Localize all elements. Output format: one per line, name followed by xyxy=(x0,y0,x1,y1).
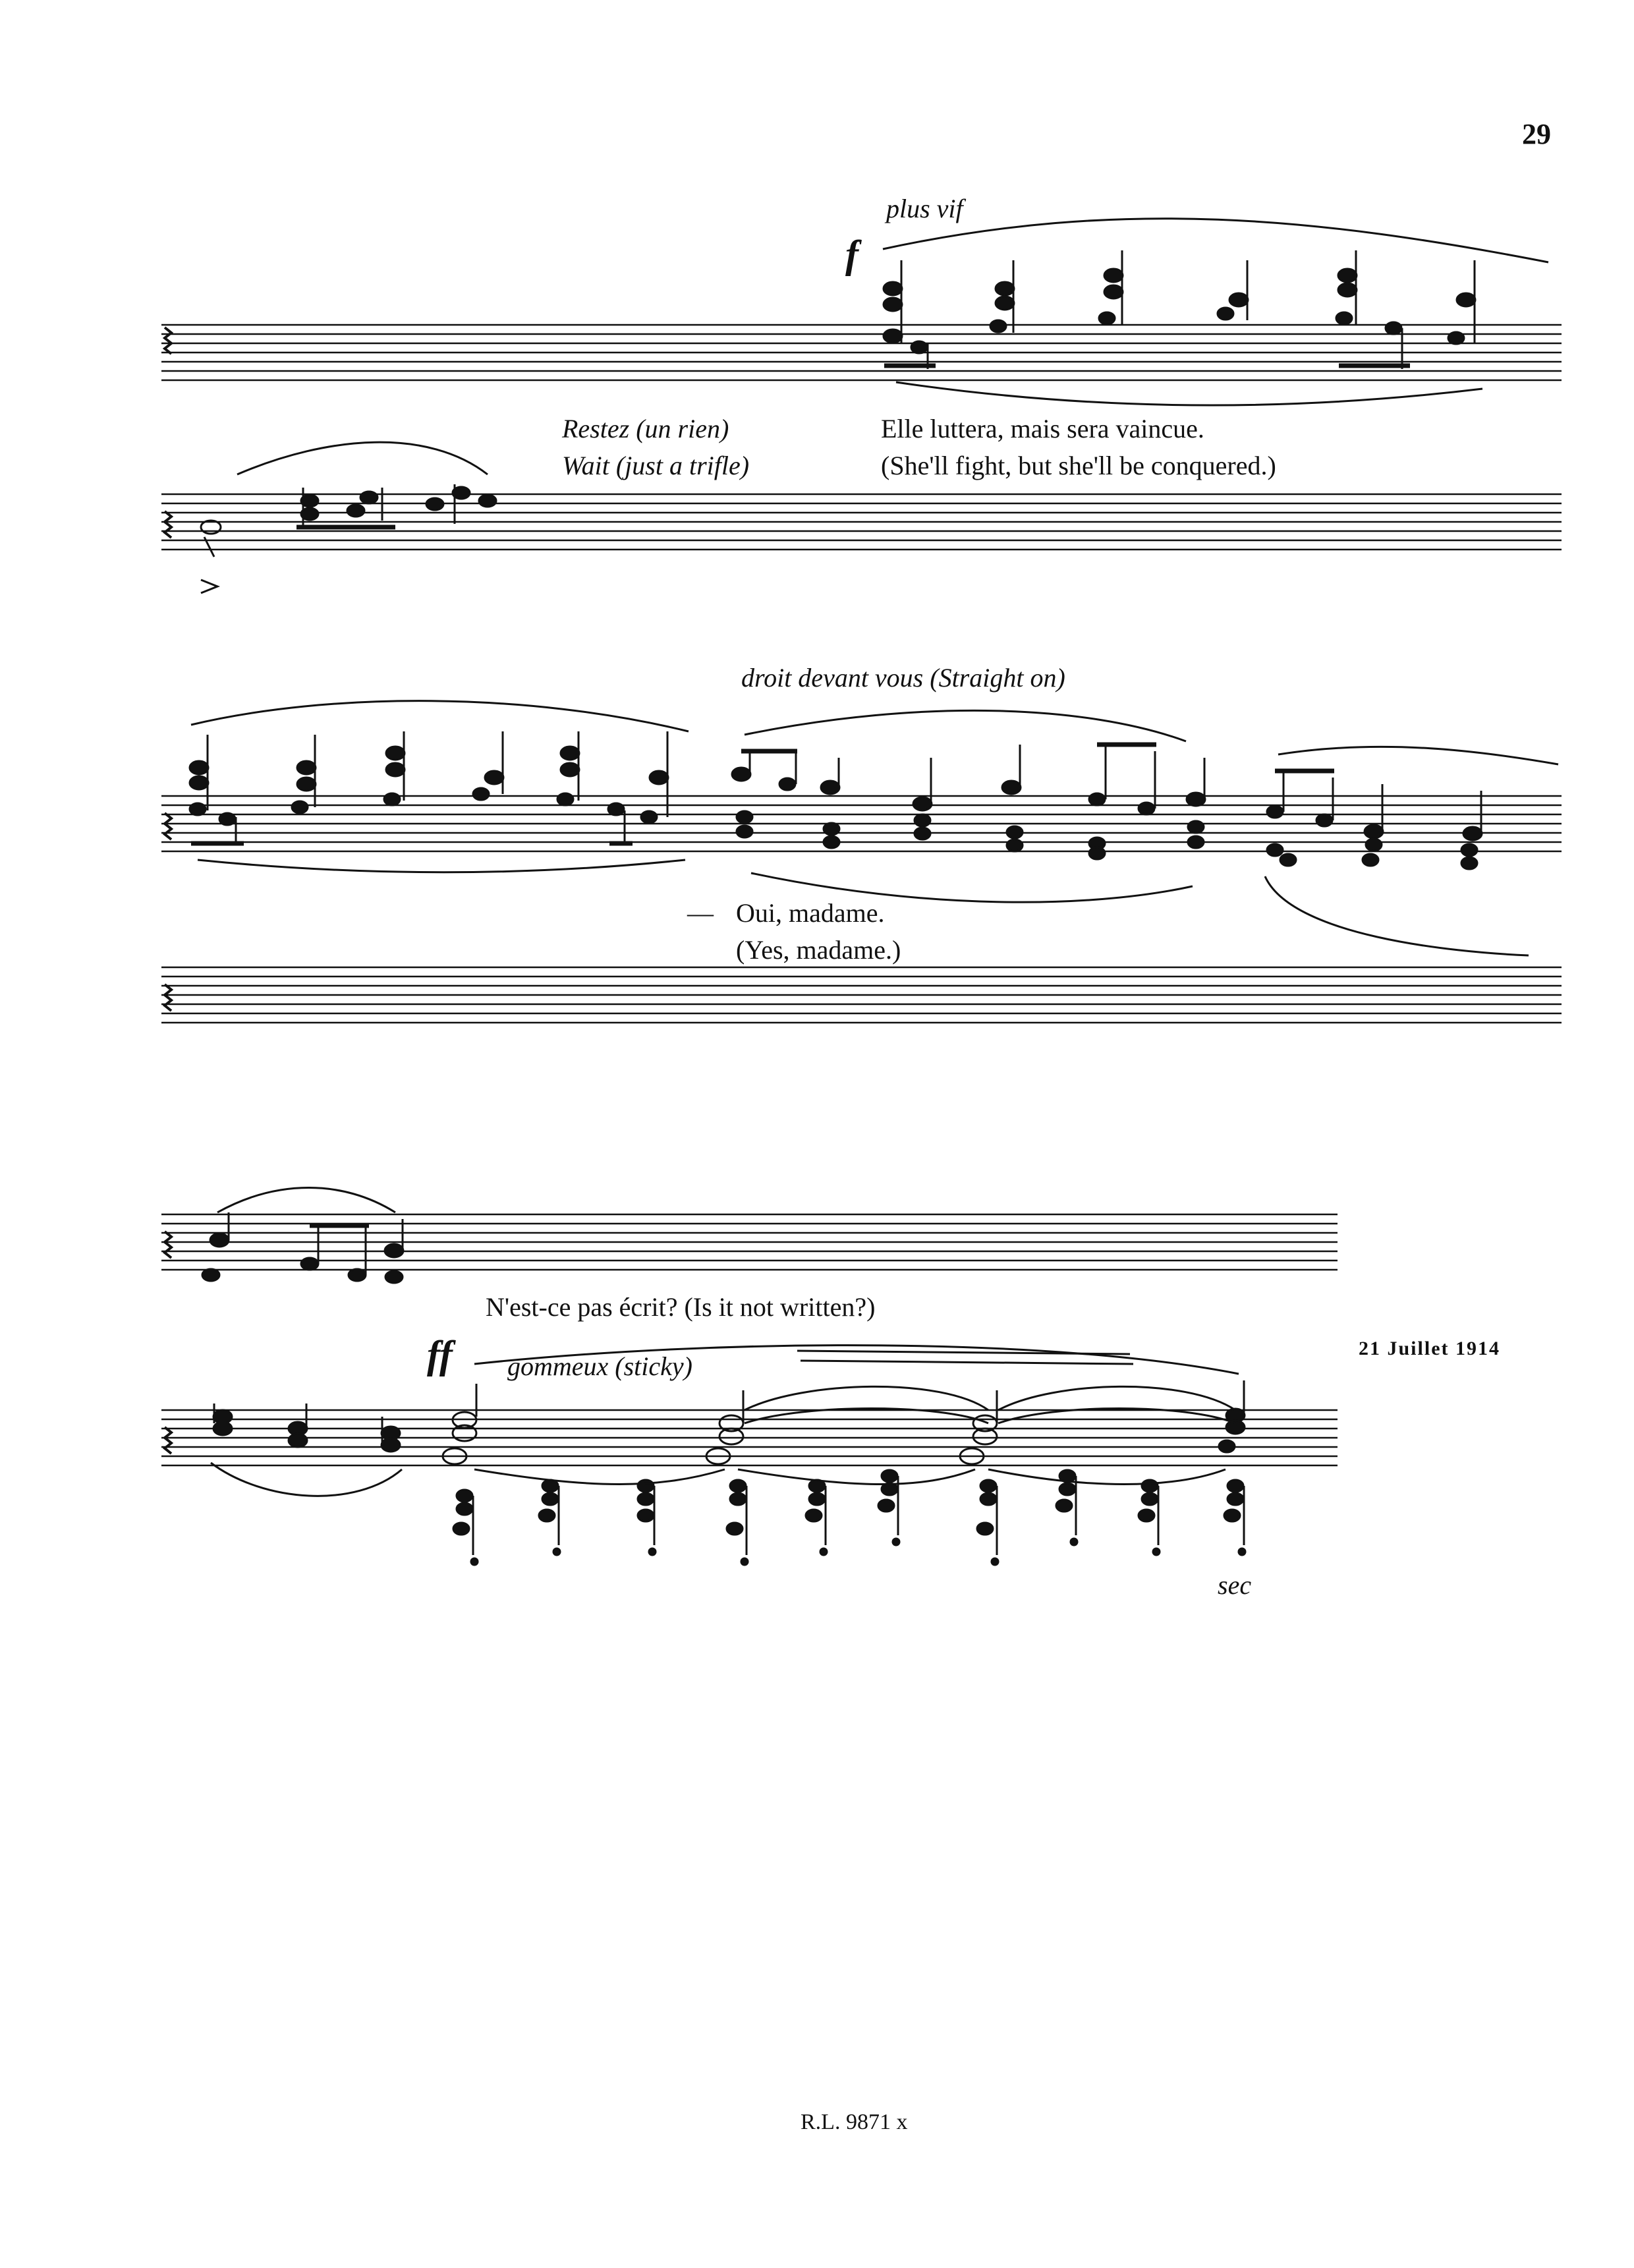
articulation-sec: sec xyxy=(1218,1570,1252,1600)
chord-group-s1 xyxy=(884,269,1475,353)
dynamic-fortissimo: ff xyxy=(427,1333,453,1376)
lyric-dash: — xyxy=(687,898,714,928)
lyric-elle-luttera: Elle luttera, mais sera vaincue. xyxy=(881,414,1204,443)
direction-restez: Restez (un rien) xyxy=(562,414,729,443)
catalog-footer: R.L. 9871 x xyxy=(801,2110,908,2134)
clef-marks xyxy=(165,327,171,1454)
direction-droit-devant: droit devant vous (Straight on) xyxy=(741,663,1065,693)
direction-wait: Wait (just a trifle) xyxy=(562,451,750,480)
dynamic-forte: f xyxy=(845,233,859,276)
lyric-yes-madame: (Yes, madame.) xyxy=(736,935,901,965)
tempo-marking: plus vif xyxy=(886,194,963,223)
page-number: 29 xyxy=(1522,118,1551,150)
composition-date: 21 Juillet 1914 xyxy=(1359,1338,1500,1359)
lyric-nest-ce-pas: N'est-ce pas écrit? (Is it not written?) xyxy=(486,1292,876,1322)
lyric-shell-fight: (She'll fight, but she'll be conquered.) xyxy=(881,451,1276,480)
direction-gommeux: gommeux (sticky) xyxy=(507,1351,692,1381)
lyric-oui-madame: Oui, madame. xyxy=(736,898,885,928)
